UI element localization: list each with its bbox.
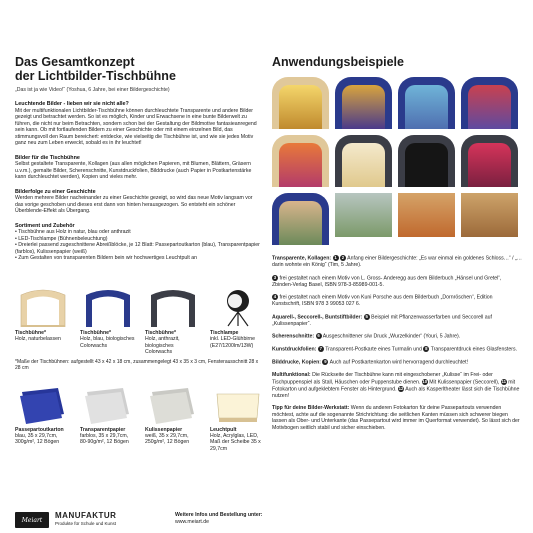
product-desc: Holz, blau, biologisches Colorwachs <box>80 336 135 349</box>
product-name: Tischlampe <box>210 330 239 336</box>
intro-quote: „Das ist ja wie Video!“ (Yoshua, 6 Jahre, bei einer Bildergeschichte) <box>15 87 170 93</box>
brand-subtitle: Produkte für Schule und Kunst <box>55 521 117 526</box>
section-heading: Leuchtende Bilder - lieben wir sie nicht alle? <box>15 101 129 107</box>
example-text-dornroeschen: 4 frei gestaltet nach einem Motiv von Kuni Porsche aus dem Bilderbuch „Dornröschen“, Edition Kunstschrift, ISBN 978 3 99053 027 6. <box>272 294 493 308</box>
website-link[interactable]: www.meiart.de <box>175 518 210 525</box>
example-photo-tourmaline <box>398 135 455 187</box>
product-row-papers <box>15 380 265 452</box>
product-name: Tischbühne* <box>15 330 47 336</box>
product-backdrop-paper <box>145 380 200 452</box>
stage-blue-image <box>80 283 135 327</box>
example-photo-stable <box>335 193 392 237</box>
examples-description <box>272 255 522 432</box>
product-stage-blue <box>80 283 135 355</box>
section-heading: Bilder für die Tischbühne <box>15 154 80 161</box>
section-bilder <box>15 155 260 181</box>
product-name: Tischbühne* <box>80 330 112 336</box>
left-column <box>15 55 260 262</box>
brand-logo: Meiart <box>15 512 49 528</box>
product-lamp <box>210 283 265 355</box>
example-photo-king <box>335 77 392 129</box>
example-text-transparente: Transparente, Kollagen: 1 2 Anfang einer Bildergeschichte: „Es war einmal ein goldenes Schloss…“ / „… darin wohnte ein König“ (Tim, 5 Jahre). <box>272 255 522 268</box>
bullet-item: • LED-Tischlampe (Bühnenbeleuchtung) <box>15 235 108 242</box>
product-stage-anthrazit <box>145 283 200 355</box>
product-desc: Holz, naturbelassen <box>15 336 61 343</box>
example-photo-hansel <box>398 77 455 129</box>
example-photo-dollhouse <box>398 193 455 237</box>
example-text-aquarell: Aquarell-, Seccorell-, Buntstiftbilder: 5 Beispiel mit Pflanzenwasserfarben und Seccorell auf „Kulissenpapier“. <box>272 313 492 327</box>
product-name: Passepartoutkarton <box>15 426 64 433</box>
section-heading: Sortiment und Zubehör <box>15 222 75 229</box>
brand-name: MANUFAKTUR Produkte für Schule und Kunst <box>55 511 117 526</box>
stage-anthrazit-image <box>145 283 200 327</box>
stage-dimensions-note: *Maße der Tischbühnen: aufgestellt 43 x 42 x 18 cm, zusammengelegt 43 x 35 x 3 cm, Fensterausschnitt 28 x 28 cm <box>15 359 259 372</box>
example-photo-silhouette <box>335 135 392 187</box>
example-text-bilddrucke: Bilddrucke, Kopien: 9 Auch auf Postkartenkarton wird hervorragend durchleuchtet! <box>272 359 469 366</box>
page-title: Das Gesamtkonzept der Lichtbilder-Tischbühne <box>15 55 176 83</box>
example-photo-castle <box>272 77 329 129</box>
web-info: Weitere Infos und Bestellung unter: www.meiart.de <box>175 512 263 525</box>
section-text: Werden mehrere Bilder nacheinander zu einer Geschichte gezeigt, so wird das neue Motiv langsam vor das vorige geschoben und dieses erst dann von hinten herausgezogen. So entsteht ein schöner Überblende-Effekt als Übergang. <box>15 195 253 214</box>
right-column <box>272 55 522 438</box>
product-lightbox <box>210 380 265 452</box>
section-heading: Bilderfolge zu einer Geschichte <box>15 188 96 195</box>
product-row-stages <box>15 283 265 355</box>
bullet-item: • Dreierlei passend zugeschnittene Abreißblöcke, je 12 Blatt: Passepartoutkarton (blau), Transparentpapier (farblos), Kulissenpapier (weiß) <box>15 242 260 255</box>
lamp-icon <box>210 283 265 327</box>
example-text-scherenschnitte: Scherenschnitte: 6 Ausgeschnittener s/w Druck „Wurzelkinder“ (Youri, 5 Jahre). <box>272 333 461 340</box>
section-text: Selbst gestaltete Transparente, Kollagen (aus allen möglichen Papieren, mit Blumen, Blättern, Gräsern u.v.m.), gemalte Bilder, Scherenschnitte, Kunstdruckfolien, Bilddrucke (auch Papier in Postkartenstärke kann durchleuchtet werden), Kopien und vieles mehr. <box>15 161 252 180</box>
example-text-kunstdruck: Kunstdruckfolien: 7 Transparent-Postkarte eines Turmalin und 8 Transparentdruck eines Glasfensters. <box>272 346 518 353</box>
example-text-hansel: 3 frei gestaltet nach einem Motiv von L. Gross- Anderegg aus dem Bilderbuch „Hänsel und Gretel“, Zbinden-Verlag Basel, ISBN 978-3-85989-001-5. <box>272 274 502 288</box>
section-text: Mit der multifunktionalen Lichtbilder-Tischbühne können durchleuchtete Transparente und andere Bilder gezeigt und betrachtet werden. So ist es möglich, Kinder und Erwachsene in eine bunte Bilderwelt zu führen, die nicht nur beim Betrachten, sondern schon bei der Gestaltung der Bildmotive fantasieanregend sein kann. Ob mit fortlaufenden Bildern zu einer Geschichte oder mit einem einzelnen Bild, das stimmungsvoll den Raum bereichert: entdecke, wie vielseitig die Tischbühne ist, und wie sie jedes Motiv ganz neu zum Leben erweckt, sobald es in ihr leuchtet! <box>15 107 257 146</box>
product-transparent-paper <box>80 380 135 452</box>
passepartout-image <box>15 380 70 424</box>
transparent-paper-image <box>80 380 135 424</box>
section-leuchtende-bilder <box>15 101 260 147</box>
product-desc: inkl. LED-Glühbirne (E27/1200lm/13W) <box>210 336 255 349</box>
product-desc: Holz, Acrylglas, LED, Maß der Scheibe 35 x 29,7cm <box>210 433 261 452</box>
product-passepartout <box>15 380 70 452</box>
product-desc: blau, 35 x 29,7cm, 300g/m², 12 Bögen <box>15 433 60 446</box>
example-grid <box>272 77 522 245</box>
product-name: Kulissenpapier <box>145 426 183 433</box>
example-photo-puppet-theater <box>461 193 518 237</box>
example-text-multifunktional: Multifunktional: Die Rückseite der Tischbühne kann mit eingeschobener „Kulisse“ im Frei- oder Tischpuppenspiel als Stall, Häuschen oder Puppenstube dienen. 10 Mit Kulissenpapier (Seccorell), 11 mit Fotokarton und aufgeklebtem Fenster als Hintergrund. 12 Auch als Kasperltheater lässt sich die Tischbühne nutzen! <box>272 372 520 399</box>
example-text-tipp: Tipp für deine Bilder-Werkstatt: Wenn du anderen Fotokarton für deine Passepartouts verwenden möchtest, achte auf die sogenannte Strichrichtung: die seitlichen Kanten müssen sich schwerer biegen lassen als Ober- und Unterkante (das Passepartout wird immer im Querformat verwendet). So lässt sich der Motivbogen seitlich stabil und sicher einschieben. <box>272 405 520 432</box>
backdrop-paper-image <box>145 380 200 424</box>
example-photo-window <box>461 135 518 187</box>
stage-natural-image <box>15 283 70 327</box>
example-photo-print <box>272 193 329 245</box>
examples-title: Anwendungsbeispiele <box>272 55 404 69</box>
product-overview <box>15 283 265 452</box>
bullet-item: • Zum Gestalten von transparenten Bildern bein wir hochwertiges Leuchtpult an <box>15 255 198 261</box>
lightbox-image <box>210 380 265 424</box>
section-sortiment <box>15 223 260 262</box>
example-photo-dornroeschen <box>461 77 518 129</box>
product-name: Leuchtpult <box>210 426 237 433</box>
product-desc: weiß, 35 x 29,7cm, 250g/m², 12 Bögen <box>145 433 190 446</box>
product-stage-natural <box>15 283 70 355</box>
bullet-item: • Tischbühne aus Holz in natur, blau oder anthrazit <box>15 229 131 235</box>
section-bilderfolge <box>15 189 260 215</box>
example-photo-watercolor <box>272 135 329 187</box>
product-desc: farblos, 35 x 29,7cm, 80-90g/m², 12 Bögen <box>80 433 129 446</box>
product-name: Transparentpapier <box>80 426 126 433</box>
product-desc: Holz, anthrazit, biologisches Colorwachs <box>145 336 180 355</box>
product-name: Tischbühne* <box>145 330 177 336</box>
footer <box>15 512 265 528</box>
